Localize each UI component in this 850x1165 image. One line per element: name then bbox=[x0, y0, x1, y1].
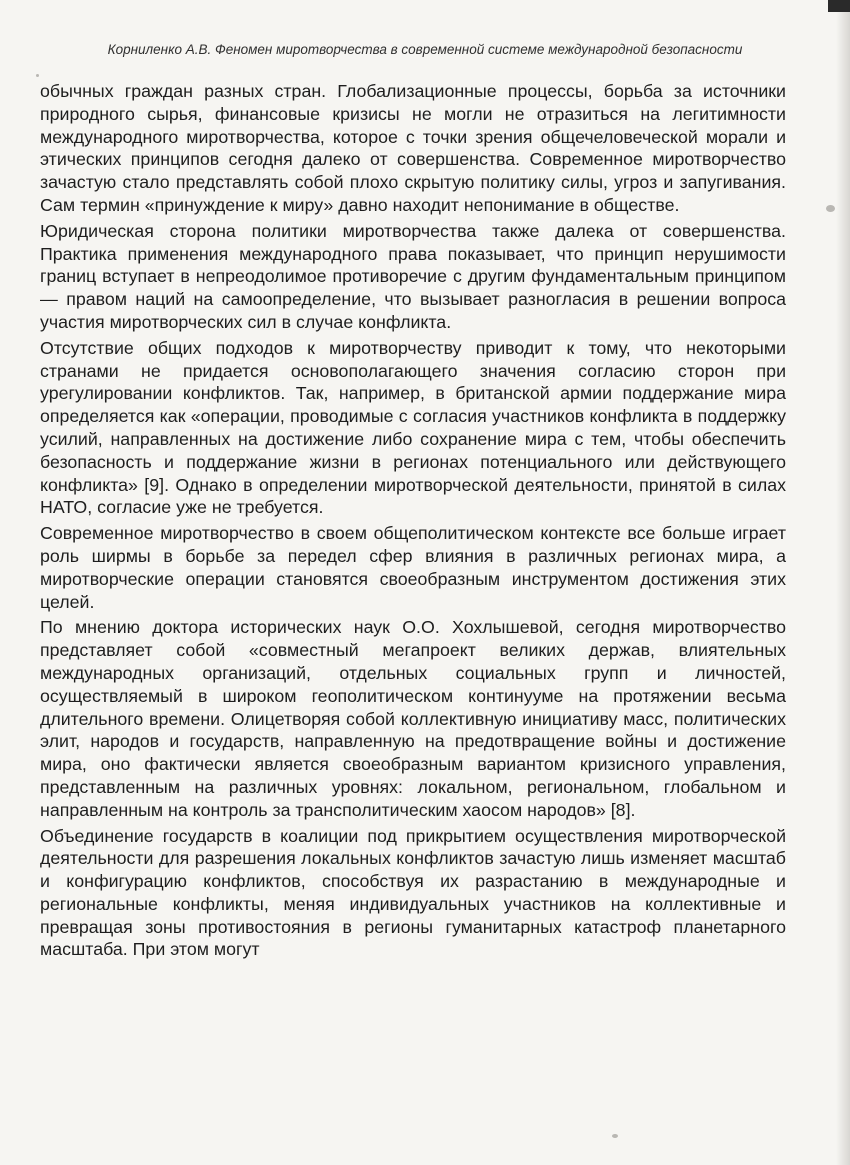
scan-corner-mark bbox=[828, 0, 850, 12]
paragraph: Отсутствие общих подходов к миротворчеству приводит к тому, что некоторыми странами не придается основополагающего значения согласию сторон при урегулировании конфликтов. Так, например, в британской армии поддержание мира определяется как «операции, проводимые с согласия участников конфликта в поддержку усилий, направленных на достижение либо сохранение мира с тем, чтобы обеспечить безопасность и поддержание жизни в регионах потенциального или действующего конфликта» [9]. Однако в определении миротворческой деятельности, принятой в силах НАТО, согласие уже не требуется. bbox=[40, 337, 786, 518]
scan-speck bbox=[36, 74, 39, 77]
scan-speck bbox=[826, 205, 835, 212]
running-header: Корниленко А.В. Феномен миротворчества в современной системе международной безопасности bbox=[107, 42, 743, 57]
body-text bbox=[40, 80, 786, 964]
page-edge-shadow bbox=[836, 0, 850, 1165]
paragraph: обычных граждан разных стран. Глобализационные процессы, борьба за источники природного сырья, финансовые кризисы не могли не отразиться на легитимности международного миротворчества, которое с точки зрения общечеловеческой морали и этических принципов сегодня далеко от совершенства. Современное миротворчество зачастую стало представлять собой плохо скрытую политику силы, угроз и запугивания. Сам термин «принуждение к миру» давно находит непонимание в обществе. bbox=[40, 81, 786, 215]
paragraph: Юридическая сторона политики миротворчества также далека от совершенства. Практика применения международного права показывает, что принцип нерушимости границ вступает в непреодолимое противоречие с другим фундаментальным принципом — правом наций на самоопределение, что вызывает разногласия в решении вопроса участия миротворческих сил в случае конфликта. bbox=[40, 220, 786, 332]
paragraph: По мнению доктора исторических наук О.О. Хохлышевой, сегодня миротворчество представляет собой «совместный мегапроект великих держав, влиятельных международных организаций, отдельных социальных групп и личностей, осуществляемый в широком геополитическом континууме на протяжении весьма длительного времени. Олицетворяя собой коллективную инициативу масс, политических элит, народов и государств, направленную на предотвращение войны и достижение мира, оно фактически является своеобразным вариантом кризисного управления, представленным на различных уровнях: локальном, региональном, глобальном и направленным на контроль за трансполитическим хаосом народов» [8]. bbox=[40, 617, 786, 820]
paragraph: Современное миротворчество в своем общеполитическом контексте все больше играет роль ширмы в борьбе за передел сфер влияния в различных регионах мира, а миротворческие операции становятся своеобразным инструментом достижения этих целей. bbox=[40, 523, 786, 612]
scan-speck bbox=[612, 1134, 618, 1138]
paragraph: Объединение государств в коалиции под прикрытием осуществления миротворческой деятельности для разрешения локальных конфликтов зачастую лишь изменяет масштаб и конфигурацию конфликтов, способствуя их разрастанию в международные и региональные конфликты, меняя индивидуальных участников на коллективные и превращая зоны противостояния в регионы гуманитарных катастроф планетарного масштаба. При этом могут bbox=[40, 825, 786, 960]
